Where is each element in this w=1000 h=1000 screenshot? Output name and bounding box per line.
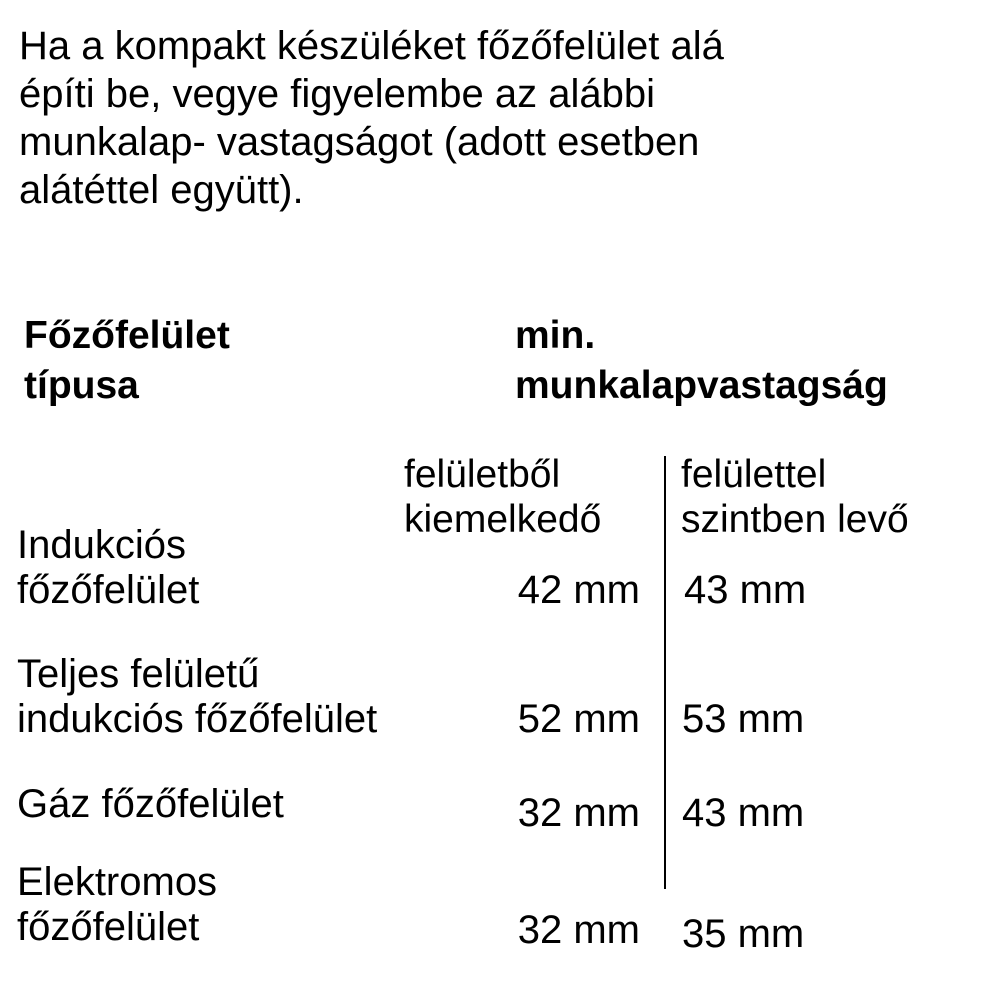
header-cooktop-type-line: Főzőfelület <box>24 314 230 357</box>
intro-line: munkalap- vastagságot (adott esetben <box>19 120 700 164</box>
row-label-induction <box>17 523 199 613</box>
header-cooktop-type <box>24 311 230 411</box>
row-label-line: Gáz főzőfelület <box>17 782 284 826</box>
value-flush-gas: 43 mm <box>682 791 805 835</box>
intro-line: építi be, vegye figyelembe az alábbi <box>19 72 655 116</box>
subheader-raised <box>404 452 601 542</box>
header-min-thickness-line: min. <box>515 314 596 357</box>
row-label-full-surface-induction <box>17 652 377 742</box>
value-flush-full-surface-induction: 53 mm <box>682 697 805 741</box>
subheader-flush <box>681 452 909 542</box>
column-divider <box>664 456 666 889</box>
header-min-thickness <box>515 311 888 411</box>
value-raised-electric: 32 mm <box>517 908 640 952</box>
subheader-raised-line: felületből <box>404 453 561 496</box>
subheader-raised-line: kiemelkedő <box>404 498 602 541</box>
value-flush-electric: 35 mm <box>682 912 805 956</box>
subheader-flush-line: felülettel <box>681 453 827 496</box>
row-label-gas <box>17 782 284 827</box>
row-label-line: Indukciós <box>17 523 186 567</box>
intro-paragraph <box>19 22 979 214</box>
row-label-line: Teljes felületű <box>17 652 260 696</box>
value-raised-full-surface-induction: 52 mm <box>517 697 640 741</box>
intro-line: alátéttel együtt). <box>19 168 304 212</box>
header-cooktop-type-line: típusa <box>24 364 139 407</box>
row-label-line: főzőfelület <box>17 905 200 949</box>
header-min-thickness-line: munkalapvastagság <box>515 364 888 407</box>
value-flush-induction: 43 mm <box>684 568 807 612</box>
row-label-line: Elektromos <box>17 860 218 904</box>
value-raised-induction: 42 mm <box>517 568 640 612</box>
subheader-flush-line: szintben levő <box>681 498 909 541</box>
intro-line: Ha a kompakt készüléket főzőfelület alá <box>19 24 724 68</box>
row-label-line: főzőfelület <box>17 568 200 612</box>
row-label-electric <box>17 860 217 950</box>
row-label-line: indukciós főzőfelület <box>17 697 378 741</box>
value-raised-gas: 32 mm <box>517 791 640 835</box>
